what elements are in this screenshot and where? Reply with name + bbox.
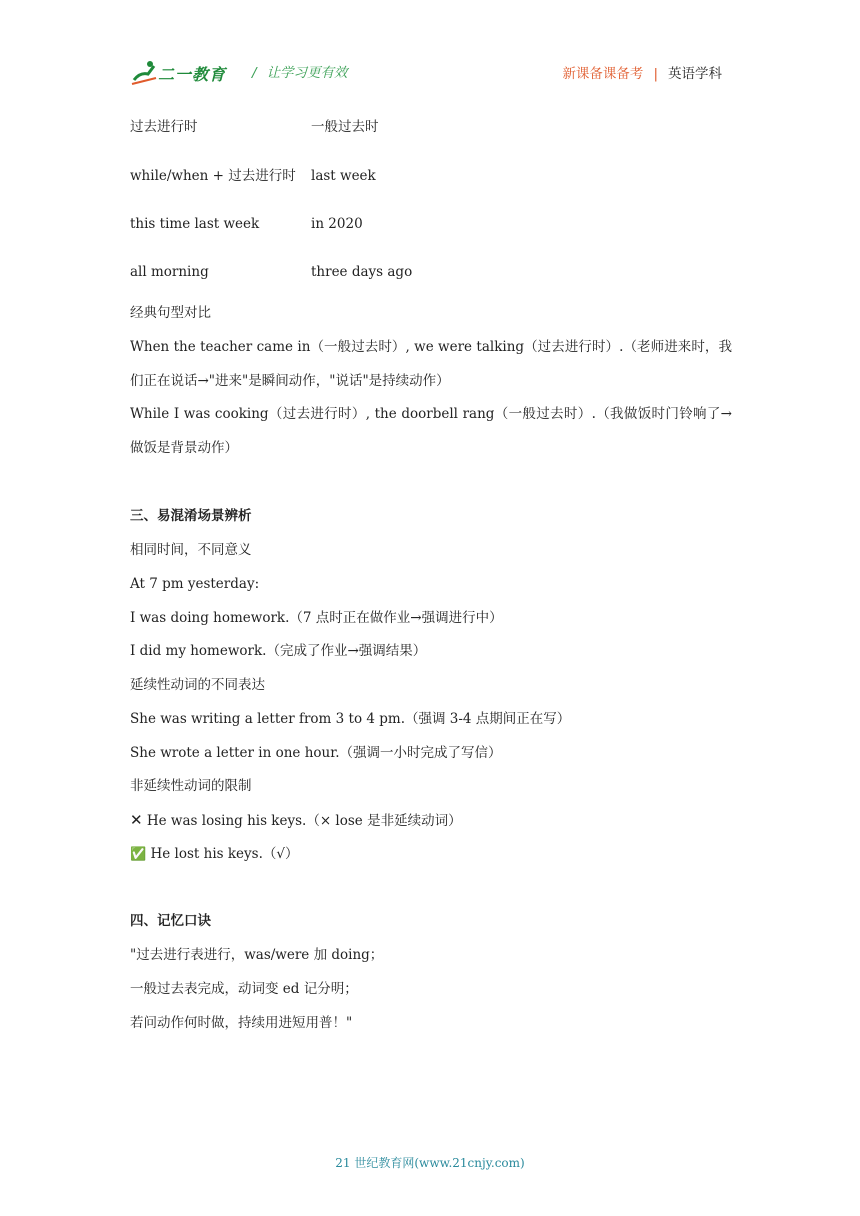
rhyme-line: 一般过去表完成，动词变 ed 记分明； xyxy=(130,981,358,997)
example-line: I was doing homework.（7 点时正在做作业→强调进行中） xyxy=(130,610,503,626)
example-line: She was writing a letter from 3 to 4 pm.（强调 3-4 点期间正在写） xyxy=(130,711,571,727)
table-cell: 过去进行时 xyxy=(130,119,198,135)
slogan-text: 让学习更有效 xyxy=(266,65,348,81)
course-type: 新课备课备考 xyxy=(562,66,644,82)
rhyme-line: 若问动作何时做，持续用进短用普！" xyxy=(130,1015,353,1031)
logo xyxy=(130,58,238,86)
logo-text: 二一教育 xyxy=(158,65,227,84)
classic-example-1: When the teacher came in（一般过去时）, we were talking（过去进行时）.（老师进来时，我们正在说话→"进来"是瞬间动作，"说话"是持续动作） xyxy=(130,339,732,389)
classic-title: 经典句型对比 xyxy=(130,305,211,321)
table-row xyxy=(130,216,732,234)
example-line: I did my homework.（完成了作业→强调结果） xyxy=(130,643,427,659)
checkmark-icon: ✅ xyxy=(130,847,147,862)
table-cell: three days ago xyxy=(311,264,413,280)
subheading: 非延续性动词的限制 xyxy=(130,778,252,794)
subheading: 相同时间，不同意义 xyxy=(130,542,252,558)
section-4-heading: 四、记忆口诀 xyxy=(130,913,211,929)
table-cell: while/when + 过去进行时 xyxy=(130,168,296,184)
example-text: He lost his keys.（√） xyxy=(150,846,299,862)
wrong-example xyxy=(130,812,732,830)
slogan xyxy=(252,61,348,81)
table-row xyxy=(130,119,732,137)
table-row xyxy=(130,168,732,186)
table-cell: in 2020 xyxy=(311,216,363,232)
subject-name: 英语学科 xyxy=(668,66,722,82)
section-3-heading: 三、易混淆场景辨析 xyxy=(130,508,252,524)
example-line: At 7 pm yesterday: xyxy=(130,576,260,592)
table-row xyxy=(130,264,732,282)
example-line: She wrote a letter in one hour.（强调一小时完成了写信） xyxy=(130,745,502,761)
page-footer: 21 世纪教育网(www.21cnjy.com) xyxy=(335,1156,525,1170)
subject-label xyxy=(562,62,722,82)
slogan-slash: / xyxy=(252,65,257,81)
header-separator: | xyxy=(653,66,658,82)
classic-example-2: While I was cooking（过去进行时）, the doorbell rang（一般过去时）.（我做饭时门铃响了→做饭是背景动作） xyxy=(130,406,732,456)
page-header xyxy=(130,52,722,92)
table-cell: 一般过去时 xyxy=(311,119,379,135)
table-cell: last week xyxy=(311,168,376,184)
table-cell: this time last week xyxy=(130,216,260,232)
right-example xyxy=(130,846,732,863)
cross-icon: ✕ xyxy=(130,811,143,829)
table-cell: all morning xyxy=(130,264,209,280)
subheading: 延续性动词的不同表达 xyxy=(130,677,265,693)
runner-logo-icon xyxy=(130,58,160,86)
rhyme-line: "过去进行表进行，was/were 加 doing； xyxy=(130,947,384,963)
example-text: He was losing his keys.（× lose 是非延续动词） xyxy=(146,813,462,829)
